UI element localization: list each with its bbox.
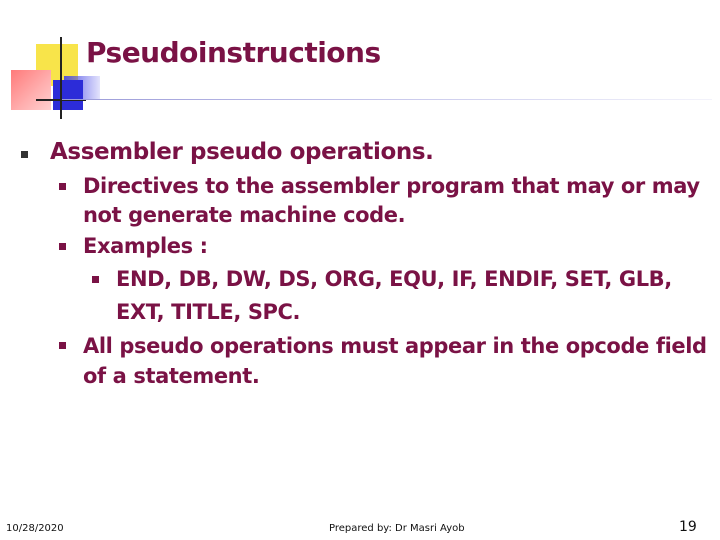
bullet-examples-list-line2: EXT, TITLE, SPC.: [116, 300, 301, 324]
bullet-all-pseudo-line1: All pseudo operations must appear in the opcode field: [83, 334, 707, 358]
bullet-square-icon: [92, 276, 99, 283]
bullet-square-icon: [59, 243, 66, 250]
bullet-all-pseudo-line2: of a statement.: [83, 364, 260, 388]
title-underline-rule: [62, 99, 712, 100]
decor-red-square: [11, 70, 51, 110]
bullet-square-icon: [59, 342, 66, 349]
bullet-square-icon: [59, 183, 66, 190]
footer-page-number: 19: [679, 519, 697, 535]
decor-blue-square: [53, 80, 83, 110]
bullet-square-icon: [21, 151, 28, 158]
slide-title: Pseudoinstructions: [86, 36, 381, 69]
bullet-examples-list-line1: END, DB, DW, DS, ORG, EQU, IF, ENDIF, SET, GLB,: [116, 267, 672, 291]
footer-date: 10/28/2020: [6, 523, 64, 534]
footer-author: Prepared by: Dr Masri Ayob: [329, 523, 465, 534]
bullet-directives-line1: Directives to the assembler program that may or may: [83, 174, 700, 198]
bullet-examples: Examples :: [83, 234, 208, 258]
bullet-assembler-pseudo-ops: Assembler pseudo operations.: [50, 139, 434, 165]
decor-vertical-line: [60, 37, 62, 119]
bullet-directives-line2: not generate machine code.: [83, 203, 406, 227]
